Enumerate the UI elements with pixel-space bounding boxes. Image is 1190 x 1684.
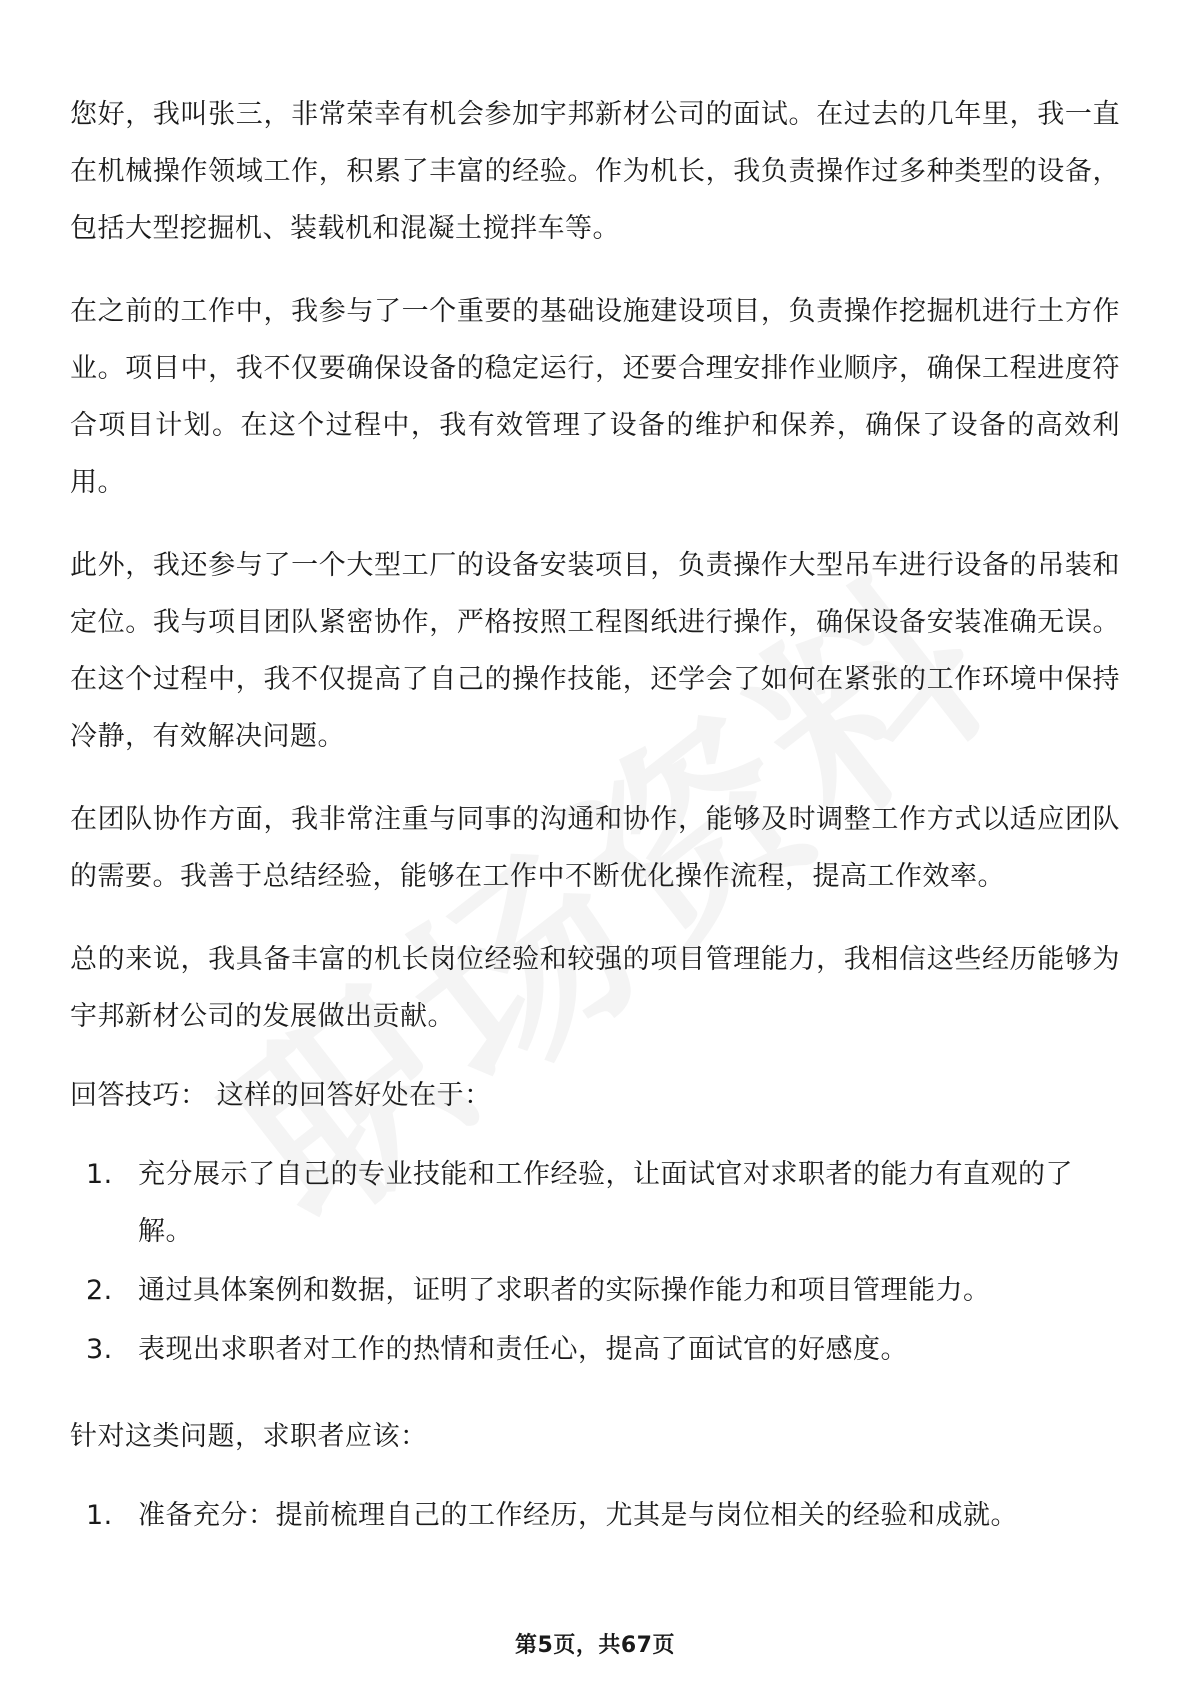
document-body xyxy=(70,86,1120,1574)
tips-heading: 回答技巧： 这样的回答好处在于： xyxy=(70,1080,492,1111)
list-item-number: 3. xyxy=(86,1334,113,1365)
list-item-number: 1. xyxy=(86,1500,113,1531)
paragraph-intro: 您好，我叫张三，非常荣幸有机会参加宇邦新材公司的面试。在过去的几年里，我一直在机械操作领域工作，积累了丰富的经验。作为机长，我负责操作过多种类型的设备，包括大型挖掘机、装载机和混凝土搅拌车等。 xyxy=(70,99,1120,244)
list-item-text: 准备充分：提前梳理自己的工作经历，尤其是与岗位相关的经验和成就。 xyxy=(138,1500,1018,1531)
paragraph-factory-project: 此外，我还参与了一个大型工厂的设备安装项目，负责操作大型吊车进行设备的吊装和定位。我与项目团队紧密协作，严格按照工程图纸进行操作，确保设备安装准确无误。在这个过程中，我不仅提高了自己的操作技能，还学会了如何在紧张的工作环境中保持冷静，有效解决问题。 xyxy=(70,550,1120,752)
list-item-text: 表现出求职者对工作的热情和责任心，提高了面试官的好感度。 xyxy=(138,1334,908,1365)
tips-list xyxy=(70,1146,1120,1378)
list-item xyxy=(70,1146,1120,1260)
list-item-text: 充分展示了自己的专业技能和工作经验，让面试官对求职者的能力有直观的了解。 xyxy=(138,1159,1073,1247)
list-item xyxy=(70,1262,1120,1319)
page-number-footer: 第5页，共67页 xyxy=(515,1633,675,1658)
advice-heading: 针对这类问题，求职者应该： xyxy=(70,1421,428,1452)
list-item xyxy=(70,1321,1120,1378)
list-item-number: 1. xyxy=(86,1159,113,1190)
list-item-number: 2. xyxy=(86,1275,113,1306)
paragraph-infrastructure-project: 在之前的工作中，我参与了一个重要的基础设施建设项目，负责操作挖掘机进行土方作业。项目中，我不仅要确保设备的稳定运行，还要合理安排作业顺序，确保工程进度符合项目计划。在这个过程中，我有效管理了设备的维护和保养，确保了设备的高效利用。 xyxy=(70,296,1120,498)
list-item-text: 通过具体案例和数据，证明了求职者的实际操作能力和项目管理能力。 xyxy=(138,1275,991,1306)
paragraph-summary: 总的来说，我具备丰富的机长岗位经验和较强的项目管理能力，我相信这些经历能够为宇邦新材公司的发展做出贡献。 xyxy=(70,944,1120,1032)
list-item xyxy=(70,1487,1120,1544)
paragraph-teamwork: 在团队协作方面，我非常注重与同事的沟通和协作，能够及时调整工作方式以适应团队的需要。我善于总结经验，能够在工作中不断优化操作流程，提高工作效率。 xyxy=(70,804,1120,892)
advice-list xyxy=(70,1487,1120,1544)
